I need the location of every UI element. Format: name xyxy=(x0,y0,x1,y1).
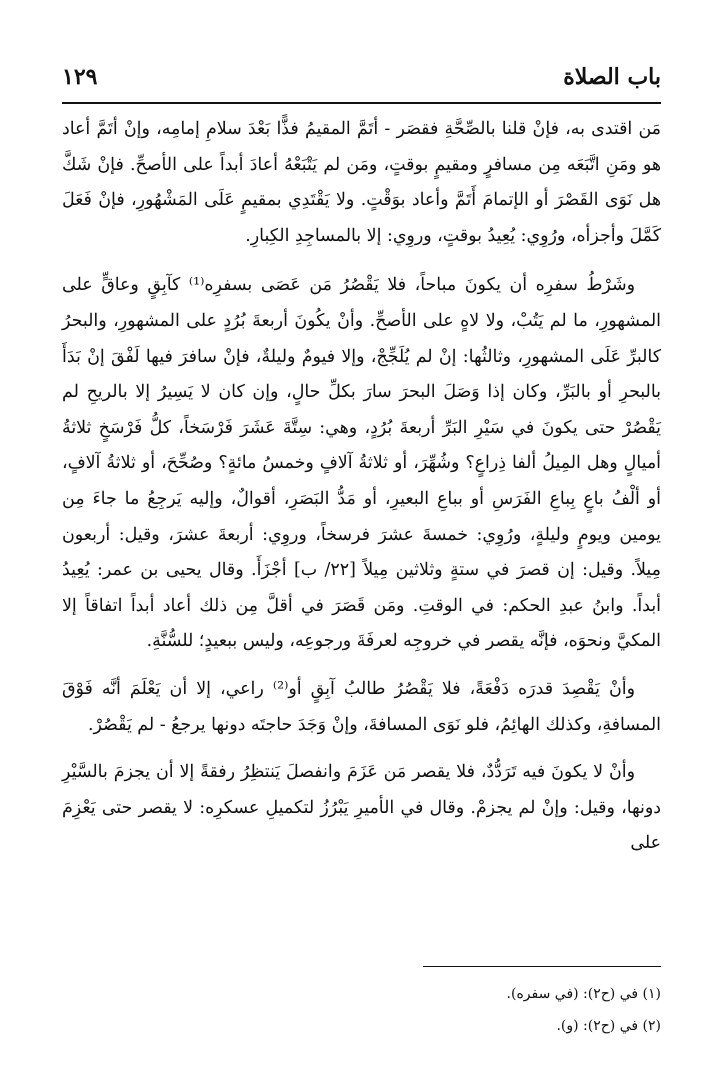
chapter-title: باب الصلاة xyxy=(563,64,661,90)
paragraph-1: مَن اقتدى به، فإنْ قلنا بالصِّحَّةِ فقصَر - أتَمَّ المقيمُ فذًّا بَعْدَ سلامِ إمامِه، وإنْ أتَمَّ أعاد هو ومَنِ اتَّبَعَه مِن مسافرٍ ومقيمٍ بوقتٍ، ومَن لم يَتْبَعْهُ أعادَ أبداً على الأصحِّ. فإنْ شَكَّ هل نَوَى القَصْرَ أو الإتمامَ أَتَمَّ وأعاد بوَقْتٍ. ولا يَقْتَدِي بمقيمٍ عَلَى المَشْهُورِ، فإنْ فَعَلَ كَمَّلَ وأجزأه، ورُوِي: يُعِيدُ بوقتٍ، وروِي: إلا بالمساجِدِ الكِبارِ. xyxy=(62,119,661,246)
paragraph-3: وأنْ يَقْصِدَ قدرَه دَفْعَةً، فلا يَقْصُرُ طالبُ آبِقٍ أو⁽²⁾ راعي، إلا أن يَعْلَمَ أنَّه فَوْقَ المسافةِ، وكذلك الهائِمُ، فلو نَوَى المسافةَ، وإنْ وَجَدَ حاجتَه دونها يرجعُ - لم يَقْصُرْ. xyxy=(62,678,661,735)
body-text xyxy=(62,112,661,862)
paragraph-2: وشَرْطُ سفرِه أن يكونَ مباحاً، فلا يَقْصُرُ مَن عَصَى بسفرِه⁽¹⁾ كآبِقٍ وعاقٍّ على المشهورِ، ما لم يَتُبْ، ولا لاهٍ على الأصحِّ. وأنْ يكُونَ أربعةَ بُرُدٍ على المشهورِ، والبحرُ كالبرِّ عَلَى المشهورِ، وثالثُها: إنْ لم يُلَجِّجْ، وإلا فيومٌ وليلةٌ، فإنْ سافرَ فيها لَفْقَ إنْ بَدَأَ بالبحرِ أو بالبَرِّ، وكان إذا وَصَلَ البحرَ سارَ بكلِّ حالٍ، وإن كان لا يَسِيرُ إلا بالريحِ لم يَقْصُرْ حتى يكونَ في سَيْرِ البَرِّ أربعةَ بُرُدٍ، وهي: سِتَّةَ عَشَرَ فَرْسَخاً، كلُّ فَرْسَخٍ ثلاثةُ أميالٍ وهل المِيلُ ألفا ذِراعٍ؟ وشُهِّرَ، أو ثلاثةُ آلافٍ وخمسُ مائةٍ؟ وصُحِّحَ، أو ثلاثةُ آلافٍ، أو ألْفُ باعٍ بِباعِ الفَرَسِ أو بباعِ البعيرِ، أو مَدُّ البَصَرِ، أقوالٌ، وإليه يَرجِعُ ما جاءَ مِن يومين ويومٍ وليلةٍ، ورُوِي: خمسةَ عشرَ فرسخاً، وروِي: أربعةَ عشرَ، وقيل: أربعون مِيلاً. وقيل: إن قصرَ في ستةٍ وثلاثين مِيلاً [٢٢/ ب] أجْزَأَ. وقال يحيى بن عمر: يُعِيدُ أبداً. وابنُ عبدِ الحكم: في الوقتِ. ومَن قَصَرَ في أقلَّ مِن ذلك أعاد أبداً اتفاقاً إلا المكيَّ ونحوَه، فإنَّه يقصر في خروجِه لعرفَةَ ورجوعِه، وليس ببعيدٍ؛ للسُّنَّةِ. xyxy=(62,275,661,652)
header-rule xyxy=(62,102,661,104)
footnote-2: (٢) في (ح٢): (و). xyxy=(556,1018,661,1034)
footnote-1: (١) في (ح٢): (في سفره). xyxy=(506,986,661,1002)
footnote-rule xyxy=(423,966,661,967)
page-number: ١٢٩ xyxy=(62,64,98,90)
footnotes xyxy=(62,978,661,1042)
paragraph-4: وأنْ لا يكونَ فيه تَرَدُّدٌ، فلا يقصر مَن عَزَمَ وانفصلَ يَنتظِرُ رفقةً إلا أن يجزمَ بالسَّيْرِ دونها، وقيل: وإنْ لم يجزمْ. وقال في الأميرِ يَبْرُزُ لتكميلِ عسكرِه: لا يقصر حتى يَعْزِمَ على xyxy=(62,762,661,854)
running-header xyxy=(62,58,661,98)
